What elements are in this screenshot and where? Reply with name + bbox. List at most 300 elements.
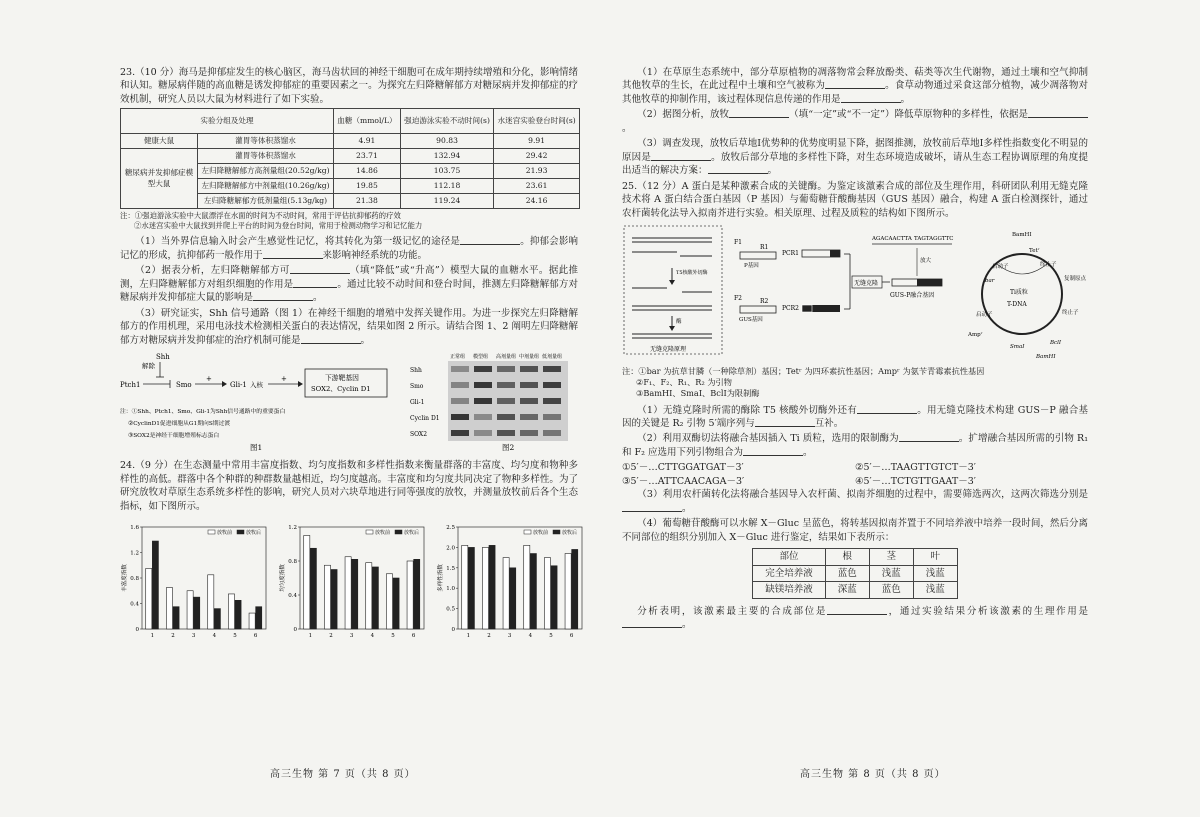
fig1-plus-sign: + bbox=[281, 375, 287, 384]
y-tick-label: 2.0 bbox=[446, 545, 455, 552]
clone-arrowhead bbox=[669, 326, 675, 331]
answer-blank[interactable] bbox=[290, 264, 350, 274]
primer-f2: F2 bbox=[734, 295, 742, 303]
primer-option-3: ③5′－…ATTCAACAGA－3′ bbox=[622, 475, 745, 487]
fig1-gli: Gli-1 bbox=[230, 381, 247, 390]
bar-after bbox=[510, 568, 516, 629]
q23-cell: 23.71 bbox=[334, 149, 401, 164]
q25-part5-text-b: ，通过实验结果分析该激素的生理作用是 bbox=[887, 605, 1088, 617]
page7-footer: 高三生物 第 7 页（共 8 页） bbox=[270, 769, 416, 780]
answer-blank[interactable] bbox=[253, 291, 313, 301]
primer-options-row-2 bbox=[622, 475, 1088, 488]
bar-before bbox=[462, 546, 468, 630]
bar-after bbox=[256, 607, 262, 629]
blot-band bbox=[543, 430, 561, 436]
bar-after bbox=[235, 601, 241, 630]
res-cell: 缺镁培养液 bbox=[753, 582, 826, 598]
q25-part4: （4）葡萄糖苷酸酶可以水解 X－Gluc 呈蓝色，将转基因拟南芥置于不同培养液中培养一段时间，然后分离不同部位的组织分别加入 X－Gluc 进行鉴定，结果如下表所示： bbox=[622, 518, 1088, 543]
blot-band bbox=[497, 366, 515, 372]
gus-gene-box bbox=[740, 306, 776, 313]
x-tick-label: 6 bbox=[253, 633, 258, 640]
q23-part2-text-c: 。通过比较不动时间和登台时间，推测左归降糖解郁方对糖尿病并发抑郁症大鼠的影响是 bbox=[120, 278, 578, 304]
promoter-top: 启动子 bbox=[992, 264, 1009, 271]
q23-note-2: ②水迷宫实验中大鼠找到并爬上平台的时间为登台时间，常用于检测动物学习和记忆能力 bbox=[134, 221, 423, 231]
bar-before bbox=[366, 563, 372, 629]
bar-before bbox=[324, 565, 330, 629]
legend-swatch bbox=[553, 530, 560, 534]
x-tick-label: 3 bbox=[507, 633, 512, 640]
q24-part2-text-b: （填“一定”或“不一定”）降低草原物种的多样性，依据是 bbox=[789, 109, 1028, 121]
q23-cell: 103.75 bbox=[400, 164, 493, 179]
enlarge-label: 放大 bbox=[920, 258, 932, 265]
q24-part3-text-b: 。放牧后部分草地的多样性下降，对生态环境造成破坏，请从生态工程协调原理的角度提出适当的解决方案： bbox=[622, 151, 1088, 177]
answer-blank[interactable] bbox=[827, 605, 887, 615]
blot-band bbox=[497, 430, 515, 436]
answer-blank[interactable] bbox=[460, 235, 520, 245]
legend-swatch bbox=[366, 530, 373, 534]
fig2-row-label: Gli-1 bbox=[410, 399, 425, 407]
bar-after bbox=[468, 548, 474, 630]
y-axis-label: 多样性指数 bbox=[438, 564, 444, 592]
y-tick-label: 1.2 bbox=[288, 525, 297, 532]
x-tick-label: 3 bbox=[349, 633, 354, 640]
q24-intro: 24.（9 分）在生态测量中常用丰富度指数、均匀度指数和多样性指数来衡量群落的丰富度、均匀度和物种多样性的高低。群落中各个种群的种群数量越相近，均匀度越高。丰富度和均匀度共同决定了物种多样性。为了研究放牧对草原生态系统多样性的影响，研究人员对六块草地进行同等强度的放牧，并测量放牧前后各个生态指标，如下图所示。 bbox=[120, 460, 578, 512]
bcl-label: BclⅠ bbox=[1050, 340, 1062, 347]
x-tick-label: 1 bbox=[308, 633, 313, 640]
q23-th-maze: 水迷宫实验登台时间(s) bbox=[494, 109, 580, 134]
y-tick-label: 0.8 bbox=[130, 576, 139, 583]
diversity-chart bbox=[436, 517, 586, 647]
primer-option-2: ②5′－…TAAGTTGTCT－3′ bbox=[855, 462, 976, 474]
bar-after bbox=[194, 597, 200, 629]
q23-cell-treat: 左归降糖解郁方低剂量组(5.13g/kg) bbox=[198, 194, 334, 209]
q23-part3-text-a: （3）研究证实，Shh 信号通路（图 1）在神经干细胞的增殖中发挥关键作用。为进一步探究左归降糖解郁方的作用机理，采用电泳技术检测相关蛋白的表达情况，结果如图 2 所示。请结合图 1、2 阐明左归降糖解郁方对糖尿病并发抑郁症的治疗机制可能是 bbox=[120, 307, 578, 346]
res-header: 根 bbox=[825, 549, 869, 565]
q23-cell: 9.91 bbox=[494, 134, 580, 149]
q24-part1 bbox=[622, 66, 1088, 106]
bar-gene-label: bar bbox=[985, 278, 995, 285]
q25-part5-text-a: 分析表明，该激素最主要的合成部位是 bbox=[637, 605, 827, 617]
x-tick-label: 5 bbox=[233, 633, 237, 640]
q23-part3 bbox=[120, 307, 578, 347]
promoter-bottom: 启动子 bbox=[976, 312, 993, 319]
richness-chart bbox=[120, 517, 270, 647]
fig1-plus-sign: + bbox=[206, 375, 212, 384]
fusion-gene-gus-part bbox=[917, 279, 942, 286]
bar-before bbox=[407, 561, 413, 629]
res-header: 部位 bbox=[753, 549, 826, 565]
answer-blank[interactable] bbox=[743, 446, 803, 456]
res-cell: 深蓝 bbox=[825, 582, 869, 598]
fig2-row-label: SOX2 bbox=[410, 431, 428, 439]
legend-swatch bbox=[208, 530, 215, 534]
fig2-col-label: 正常组 bbox=[450, 354, 466, 361]
bar-before bbox=[386, 574, 392, 629]
bar-before bbox=[482, 548, 488, 630]
blot-band bbox=[543, 414, 561, 420]
p-gene-label: P基因 bbox=[744, 263, 759, 270]
q23-part1 bbox=[120, 235, 578, 262]
q23-cell: 119.24 bbox=[400, 194, 493, 209]
blot-band bbox=[520, 414, 538, 420]
x-tick-label: 2 bbox=[171, 633, 175, 640]
answer-blank[interactable] bbox=[841, 93, 901, 103]
q23-note-1: 注：①强迫游泳实验中大鼠漂浮在水面的时间为不动时间，常用于评估抗抑郁药的疗效 bbox=[120, 211, 401, 221]
blot-band bbox=[520, 430, 538, 436]
blot-band bbox=[543, 382, 561, 388]
q23-intro: 23.（10 分）海马是抑郁症发生的核心脑区，海马齿状回的神经干细胞可在成年期持续增殖和分化，影响情绪和认知。糖尿病伴随的高血糖是诱发抑郁症的重要因素之一。为探究左归降糖解郁方对糖尿病并发抑郁症的疗效机制，研究人员以大鼠为材料进行了如下实验。 bbox=[120, 67, 578, 105]
clone-arrowhead bbox=[669, 280, 675, 285]
cloning-diagram bbox=[622, 224, 1088, 364]
answer-blank[interactable] bbox=[622, 618, 682, 628]
q23-part1-text-b: 。抑郁会影响记忆的形成，抗抑郁药一般作用于 bbox=[120, 236, 578, 261]
q25-part2-text-c: 。 bbox=[802, 446, 813, 458]
bar-before bbox=[228, 594, 234, 629]
bar-after bbox=[393, 578, 399, 629]
page8-column bbox=[622, 66, 1088, 634]
q23-cell-treat: 左归降糖解郁方高剂量组(20.52g/kg) bbox=[198, 164, 334, 179]
blot-band bbox=[451, 366, 469, 372]
q23-th-glucose: 血糖（mmol/L） bbox=[334, 109, 401, 134]
q25-part3-text-a: （3）利用农杆菌转化法将融合基因导入农杆菌、拟南芥细胞的过程中，需要筛选两次，这两次筛选分别是 bbox=[637, 489, 1088, 501]
fig1-arrowhead bbox=[298, 381, 303, 387]
q25-note-3: ③BamHⅠ、SmaⅠ、BclⅠ为限制酶 bbox=[636, 388, 760, 399]
q23-cell: 24.16 bbox=[494, 194, 580, 209]
q25-diagram bbox=[622, 224, 1088, 364]
bar-after bbox=[414, 560, 420, 630]
fig2-label: 图2 bbox=[502, 443, 515, 452]
x-tick-label: 5 bbox=[549, 633, 553, 640]
y-tick-label: 0 bbox=[451, 627, 455, 634]
answer-blank[interactable] bbox=[1028, 108, 1088, 118]
y-tick-label: 1.2 bbox=[130, 550, 139, 557]
page7-column bbox=[120, 66, 578, 657]
y-tick-label: 0.4 bbox=[288, 593, 297, 600]
blot-band bbox=[451, 382, 469, 388]
q23-data-table bbox=[120, 108, 580, 209]
q23-cell: 132.94 bbox=[400, 149, 493, 164]
terminator-bottom: 终止子 bbox=[1062, 310, 1079, 317]
bar-after bbox=[489, 546, 495, 630]
y-tick-label: 0 bbox=[135, 627, 139, 634]
q23-cell: 29.42 bbox=[494, 149, 580, 164]
q25-intro: 25.（12 分）A 蛋白是某种激素合成的关键酶。为鉴定该激素合成的部位及生理作用，科研团队利用无缝克隆技术将 A 蛋白结合蛋白基因（P 基因）与葡萄糖苷酸酶基因（GUS 基因）融合，构建 A 蛋白检测探针，通过农杆菌转化法导入拟南芥进行实验。相关原理、过程及质粒的结构如下图所示。 bbox=[622, 180, 1088, 219]
enzyme-label: 酶 bbox=[676, 319, 682, 326]
legend-swatch bbox=[395, 530, 402, 534]
blot-band bbox=[520, 398, 538, 404]
res-header: 茎 bbox=[869, 549, 913, 565]
x-tick-label: 6 bbox=[411, 633, 416, 640]
x-tick-label: 3 bbox=[191, 633, 196, 640]
q25-part1-text-b: 。用无缝克隆技术构建 GUS－P 融合基因的关键是 R₂ 引物 5′端序列与 bbox=[622, 404, 1088, 429]
q25-part2-text-b: 。扩增融合基因所需的引物 R₁ 和 F₂ 应选用下列引物组合为 bbox=[622, 433, 1089, 458]
fig1-note-2: ②CyclinD1促进细胞从G1期向S期过渡 bbox=[128, 421, 231, 428]
fig1-release: 解除 bbox=[142, 362, 155, 371]
q25-result-table bbox=[752, 548, 958, 598]
legend-label: 放牧前 bbox=[533, 530, 549, 537]
q23-part1-text-a: （1）当外界信息输入时会产生感觉性记忆，将其转化为第一级记忆的途径是 bbox=[135, 236, 461, 248]
blot-band bbox=[497, 382, 515, 388]
answer-blank[interactable] bbox=[825, 79, 885, 89]
q24-part3-text-c: 。 bbox=[767, 165, 778, 177]
q23-group-model: 糖尿病并发抑郁症模型大鼠 bbox=[121, 149, 198, 209]
q25-note-2: ②F₁、F₂、R₁、R₂ 为引物 bbox=[636, 377, 732, 388]
pcr1-overlap bbox=[830, 250, 840, 257]
q25-part5-text-c: 。 bbox=[682, 619, 692, 631]
clone-principle-box bbox=[624, 226, 722, 354]
q24-part1-text-c: 。 bbox=[900, 93, 911, 105]
bar-before bbox=[208, 575, 214, 629]
q24-part2-text-a: （2）据图分析，放牧 bbox=[637, 109, 730, 121]
y-tick-label: 0.8 bbox=[288, 559, 297, 566]
fig1-note-3: ③SOX2是神经干细胞增殖标志蛋白 bbox=[128, 433, 220, 440]
q25-part1-text-a: （1）无缝克隆时所需的酶除 T5 核酸外切酶外还有 bbox=[637, 404, 857, 416]
fig2-col-label: 低剂量组 bbox=[542, 354, 563, 361]
q24-charts bbox=[120, 517, 578, 657]
x-tick-label: 1 bbox=[466, 633, 471, 640]
y-tick-label: 1.0 bbox=[446, 586, 455, 593]
blot-band bbox=[543, 398, 561, 404]
primer-options-row-1 bbox=[622, 461, 1088, 474]
pcr1-label: PCR1 bbox=[782, 250, 799, 258]
q23-part3-text-b: 。 bbox=[360, 334, 371, 346]
q25-part2 bbox=[622, 432, 1088, 459]
bar-after bbox=[530, 554, 536, 629]
y-tick-label: 1.5 bbox=[446, 566, 455, 573]
fusion-gene-label: GUS-P融合基因 bbox=[890, 292, 935, 300]
x-tick-label: 4 bbox=[212, 633, 217, 640]
gus-gene-label: GUS基因 bbox=[739, 317, 763, 324]
terminator-top: 终止子 bbox=[1040, 262, 1057, 269]
answer-blank[interactable] bbox=[708, 164, 768, 174]
q23-cell: 14.86 bbox=[334, 164, 401, 179]
legend-label: 放牧前 bbox=[217, 530, 233, 537]
primer-r2: R2 bbox=[760, 298, 769, 306]
y-tick-label: 0.4 bbox=[130, 601, 139, 608]
answer-blank[interactable] bbox=[755, 417, 815, 427]
bar-before bbox=[345, 557, 351, 629]
blot-band bbox=[474, 430, 492, 436]
clone-principle-strands bbox=[632, 238, 712, 338]
bar-after bbox=[551, 566, 557, 629]
ti-label: Ti质粒 bbox=[1010, 289, 1028, 297]
x-tick-label: 4 bbox=[528, 633, 533, 640]
fig2-col-label: 中剂量组 bbox=[519, 354, 540, 361]
answer-blank[interactable] bbox=[263, 249, 323, 259]
q23-table-notes bbox=[120, 211, 578, 231]
figure2-western-blot bbox=[410, 351, 580, 451]
res-header: 叶 bbox=[913, 549, 957, 565]
legend-swatch bbox=[524, 530, 531, 534]
q23-cell: 19.85 bbox=[334, 179, 401, 194]
fig2-row-label: Cyclin D1 bbox=[410, 415, 440, 423]
q23-cell-treat: 灌胃等体积蒸馏水 bbox=[198, 134, 334, 149]
figure1-pathway bbox=[120, 351, 390, 451]
blot-band bbox=[474, 398, 492, 404]
ori-label: 复制原点 bbox=[1064, 276, 1087, 283]
bar-after bbox=[310, 548, 316, 629]
chart-frame bbox=[142, 527, 266, 629]
x-tick-label: 4 bbox=[370, 633, 375, 640]
q23-cell: 21.38 bbox=[334, 194, 401, 209]
q24-part2 bbox=[622, 108, 1088, 135]
x-tick-label: 5 bbox=[391, 633, 395, 640]
q23-cell: 112.18 bbox=[400, 179, 493, 194]
clone-principle-label: 无缝克隆原理 bbox=[650, 346, 687, 354]
pcr2-product bbox=[802, 305, 840, 312]
sma-label: SmaⅠ bbox=[1010, 344, 1025, 351]
legend-label: 放牧后 bbox=[246, 530, 262, 537]
fig1-label: 图1 bbox=[250, 443, 263, 452]
primer-f1: F1 bbox=[734, 239, 742, 247]
q25-part2-text-a: （2）利用双酶切法将融合基因插入 Ti 质粒，选用的限制酶为 bbox=[637, 433, 899, 445]
answer-blank[interactable] bbox=[301, 334, 361, 344]
q23-cell: 90.83 bbox=[400, 134, 493, 149]
q23-th-group: 实验分组及处理 bbox=[121, 109, 334, 134]
evenness-chart bbox=[278, 517, 428, 647]
q25-part1-text-c: 互补。 bbox=[814, 418, 844, 429]
x-tick-label: 2 bbox=[329, 633, 333, 640]
fig1-note-1: 注：①Shh、Ptch1、Smo、Gli-1为Shh信号通路中的重要蛋白 bbox=[120, 409, 286, 416]
q25-notes bbox=[622, 366, 1088, 399]
seamless-label: 无缝克隆 bbox=[854, 280, 879, 288]
answer-blank[interactable] bbox=[293, 278, 337, 288]
fig1-shh: Shh bbox=[156, 353, 170, 362]
fig1-smo: Smo bbox=[176, 381, 192, 390]
x-tick-label: 1 bbox=[150, 633, 155, 640]
p-gene-box bbox=[740, 252, 776, 259]
q24-part1-text-a: （1）在草原生态系统中，部分草原植物的凋落物常会释放酚类、萜类等次生代谢物，通过土壤和空气抑制其他牧草的生长，在此过程中土壤和空气被称为 bbox=[622, 67, 1088, 92]
chart-frame bbox=[458, 527, 582, 629]
bar-before bbox=[304, 536, 310, 630]
legend-label: 放牧后 bbox=[562, 530, 578, 537]
fig2-col-label: 高剂量组 bbox=[496, 354, 517, 361]
y-tick-label: 1.6 bbox=[130, 525, 139, 532]
q25-part1 bbox=[622, 404, 1088, 431]
q23-part2 bbox=[120, 264, 578, 304]
q25-part5 bbox=[622, 605, 1088, 632]
seq-right: TAGTAGGTTC bbox=[914, 236, 954, 243]
bar-after bbox=[352, 560, 358, 630]
page8-footer: 高三生物 第 8 页（共 8 页） bbox=[800, 769, 946, 780]
blot-band bbox=[497, 414, 515, 420]
primer-option-4: ④5′－…TCTGTTGAAT－3′ bbox=[855, 475, 976, 487]
q25-part3 bbox=[622, 488, 1088, 515]
bar-after bbox=[372, 567, 378, 629]
bar-before bbox=[503, 558, 509, 629]
blot-band bbox=[474, 414, 492, 420]
bar-before bbox=[565, 554, 571, 629]
bar-after bbox=[152, 541, 158, 629]
y-tick-label: 0.5 bbox=[446, 606, 455, 613]
q24-part3-text-a: （3）调查发现，放牧后草地Ⅰ优势种的优势度明显下降，据图推测，放牧前后草地Ⅰ多样性指数变化不明显的原因是 bbox=[622, 138, 1088, 163]
y-tick-label: 0 bbox=[293, 627, 297, 634]
fig2-col-label: 模型组 bbox=[473, 354, 489, 361]
q23-part2-text-b: （填“降低”或“升高”）模型大鼠的血糖水平。据此推测，左归降糖解郁方对组织细胞的作用是 bbox=[120, 265, 578, 290]
answer-blank[interactable] bbox=[651, 151, 711, 161]
bar-before bbox=[146, 569, 152, 630]
bar-before bbox=[544, 558, 550, 629]
blot-band bbox=[451, 414, 469, 420]
primer-r1: R1 bbox=[760, 244, 769, 252]
q23-cell: 21.93 bbox=[494, 164, 580, 179]
blot-band bbox=[474, 366, 492, 372]
q23-part2-text-a: （2）据表分析，左归降糖解郁方可 bbox=[135, 265, 290, 277]
q23-cell-treat: 灌胃等体积蒸馏水 bbox=[198, 149, 334, 164]
blot-band bbox=[520, 382, 538, 388]
y-axis-label: 丰富度指数 bbox=[122, 564, 128, 592]
res-cell: 蓝色 bbox=[825, 565, 869, 581]
bar-before bbox=[524, 546, 530, 630]
legend-label: 放牧前 bbox=[375, 530, 391, 537]
fig2-row-label: Smo bbox=[410, 383, 424, 391]
q24-part1-text-b: 。食草动物通过采食这部分植物，减少凋落物对其他牧草的抑制作用，该过程体现信息传递的作用是 bbox=[622, 80, 1088, 105]
y-axis-label: 均匀度指数 bbox=[280, 564, 286, 592]
answer-blank[interactable] bbox=[622, 502, 682, 512]
q23-th-swim: 强迫游泳实验不动时间(s) bbox=[400, 109, 493, 134]
bar-after bbox=[214, 609, 220, 629]
x-tick-label: 2 bbox=[487, 633, 491, 640]
q24-part2-text-c: 。 bbox=[622, 122, 632, 134]
bar-before bbox=[187, 591, 193, 629]
answer-blank[interactable] bbox=[899, 432, 959, 442]
bar-before bbox=[249, 613, 255, 629]
res-cell: 浅蓝 bbox=[869, 565, 913, 581]
q23-cell-treat: 左归降糖解郁方中剂量组(10.26g/kg) bbox=[198, 179, 334, 194]
fig1-arrowhead bbox=[222, 381, 227, 387]
res-cell: 完全培养液 bbox=[753, 565, 826, 581]
q25-note-1: 注：①bar 为抗草甘膦（一种除草剂）基因；Tetʳ 为四环素抗性基因；Ampʳ 为氨苄青霉素抗性基因 bbox=[622, 366, 985, 377]
q23-figures bbox=[120, 351, 578, 459]
chart-frame bbox=[300, 527, 424, 629]
res-cell: 蓝色 bbox=[869, 582, 913, 598]
fig1-nucleus: 入核 bbox=[250, 381, 263, 390]
blot-band bbox=[497, 398, 515, 404]
tet-label: Tetʳ bbox=[1029, 248, 1040, 255]
x-tick-label: 6 bbox=[569, 633, 574, 640]
res-cell: 浅蓝 bbox=[913, 565, 957, 581]
q23-part2-text-d: 。 bbox=[313, 292, 323, 304]
answer-blank[interactable] bbox=[857, 404, 917, 414]
bar-after bbox=[331, 570, 337, 630]
legend-swatch bbox=[237, 530, 244, 534]
bar-after bbox=[173, 607, 179, 629]
tdna-label: T-DNA bbox=[1007, 301, 1027, 309]
answer-blank[interactable] bbox=[729, 108, 789, 118]
fig1-target2: SOX2、Cyclin D1 bbox=[311, 385, 371, 394]
res-cell: 浅蓝 bbox=[913, 582, 957, 598]
fig2-row-label: Shh bbox=[410, 367, 422, 375]
bamh1-top: BamHⅠ bbox=[1012, 232, 1032, 239]
amp-label: Ampʳ bbox=[968, 332, 983, 339]
blot-band bbox=[543, 366, 561, 372]
q24-part3 bbox=[622, 137, 1088, 177]
t5-label: T5核酸外切酶 bbox=[676, 270, 708, 277]
q23-cell: 23.61 bbox=[494, 179, 580, 194]
blot-band bbox=[474, 382, 492, 388]
q25-part3-text-b: 。 bbox=[682, 502, 692, 514]
q23-part1-text-c: 来影响神经系统的功能。 bbox=[322, 249, 428, 261]
exam-page-8 bbox=[600, 0, 1200, 817]
pcr2-label: PCR2 bbox=[782, 305, 799, 313]
legend-label: 放牧后 bbox=[404, 530, 420, 537]
q23-group-healthy: 健康大鼠 bbox=[121, 134, 198, 149]
fig1-target1: 下游靶基因 bbox=[325, 374, 359, 383]
blot-band bbox=[451, 398, 469, 404]
blot-band bbox=[451, 430, 469, 436]
q23-cell: 4.91 bbox=[334, 134, 401, 149]
fig1-ptch: Ptch1 bbox=[120, 381, 141, 390]
